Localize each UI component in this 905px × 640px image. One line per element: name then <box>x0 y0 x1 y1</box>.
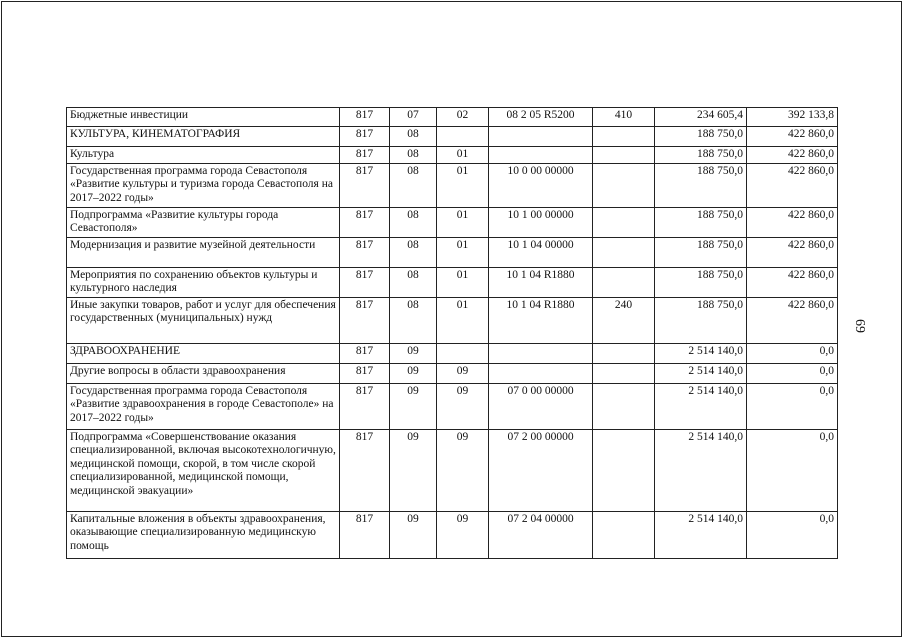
amount-year-1: 188 750,0 <box>655 147 747 164</box>
table-row <box>67 297 838 343</box>
row-name: Государственная программа города Севастополя «Развитие здравоохранения в городе Севастополе» на 2017–2022 годы» <box>67 383 340 429</box>
amount-year-2: 392 133,8 <box>747 108 838 127</box>
row-name: КУЛЬТУРА, КИНЕМАТОГРАФИЯ <box>67 127 340 147</box>
row-name: Капитальные вложения в объекты здравоохранения, оказывающие специализированную медицинскую помощь <box>67 511 340 558</box>
subsection-code: 01 <box>437 147 489 164</box>
expense-type-code <box>593 163 655 207</box>
amount-year-1: 2 514 140,0 <box>655 429 747 511</box>
amount-year-2: 422 860,0 <box>747 207 838 237</box>
expense-type-code <box>593 511 655 558</box>
target-article-code: 10 1 00 00000 <box>489 207 593 237</box>
section-code: 08 <box>390 267 437 297</box>
subsection-code: 09 <box>437 383 489 429</box>
target-article-code <box>489 127 593 147</box>
amount-year-1: 2 514 140,0 <box>655 383 747 429</box>
expense-type-code <box>593 237 655 267</box>
table-row <box>67 163 838 207</box>
target-article-code: 10 1 04 R1880 <box>489 297 593 343</box>
target-article-code <box>489 343 593 363</box>
amount-year-1: 234 605,4 <box>655 108 747 127</box>
target-article-code: 10 0 00 00000 <box>489 163 593 207</box>
row-name: Мероприятия по сохранению объектов культуры и культурного наследия <box>67 267 340 297</box>
subsection-code: 01 <box>437 297 489 343</box>
subsection-code: 09 <box>437 429 489 511</box>
row-name: ЗДРАВООХРАНЕНИЕ <box>67 343 340 363</box>
target-article-code: 10 1 04 R1880 <box>489 267 593 297</box>
section-code: 09 <box>390 383 437 429</box>
table-row <box>67 343 838 363</box>
dept-code: 817 <box>340 108 390 127</box>
dept-code: 817 <box>340 429 390 511</box>
subsection-code: 09 <box>437 511 489 558</box>
row-name: Подпрограмма «Совершенствование оказания специализированной, включая высокотехнологичную, медицинской помощи, скорой, в том числе скорой специализированной, медицинской помощи, медицинской эвакуации» <box>67 429 340 511</box>
subsection-code: 01 <box>437 207 489 237</box>
expense-type-code <box>593 383 655 429</box>
amount-year-2: 422 860,0 <box>747 127 838 147</box>
table-row <box>67 383 838 429</box>
table-row <box>67 237 838 267</box>
target-article-code <box>489 147 593 164</box>
amount-year-2: 0,0 <box>747 429 838 511</box>
target-article-code <box>489 363 593 383</box>
target-article-code: 08 2 05 R5200 <box>489 108 593 127</box>
amount-year-1: 188 750,0 <box>655 237 747 267</box>
table-row <box>67 429 838 511</box>
amount-year-1: 188 750,0 <box>655 297 747 343</box>
section-code: 08 <box>390 127 437 147</box>
amount-year-1: 188 750,0 <box>655 163 747 207</box>
amount-year-2: 0,0 <box>747 511 838 558</box>
section-code: 08 <box>390 163 437 207</box>
row-name: Государственная программа города Севастополя «Развитие культуры и туризма города Севастополя на 2017–2022 годы» <box>67 163 340 207</box>
amount-year-2: 422 860,0 <box>747 237 838 267</box>
amount-year-1: 188 750,0 <box>655 127 747 147</box>
dept-code: 817 <box>340 163 390 207</box>
amount-year-2: 422 860,0 <box>747 297 838 343</box>
section-code: 08 <box>390 147 437 164</box>
subsection-code <box>437 343 489 363</box>
table-row <box>67 147 838 164</box>
row-name: Модернизация и развитие музейной деятельности <box>67 237 340 267</box>
dept-code: 817 <box>340 147 390 164</box>
section-code: 09 <box>390 363 437 383</box>
table-row <box>67 207 838 237</box>
subsection-code: 01 <box>437 237 489 267</box>
expense-type-code: 410 <box>593 108 655 127</box>
expense-type-code <box>593 363 655 383</box>
section-code: 08 <box>390 207 437 237</box>
row-name: Культура <box>67 147 340 164</box>
row-name: Подпрограмма «Развитие культуры города Севастополя» <box>67 207 340 237</box>
dept-code: 817 <box>340 207 390 237</box>
expense-type-code <box>593 429 655 511</box>
amount-year-2: 422 860,0 <box>747 147 838 164</box>
section-code: 09 <box>390 511 437 558</box>
amount-year-2: 422 860,0 <box>747 267 838 297</box>
dept-code: 817 <box>340 343 390 363</box>
budget-table <box>66 107 838 559</box>
expense-type-code <box>593 207 655 237</box>
row-name: Другие вопросы в области здравоохранения <box>67 363 340 383</box>
table-row <box>67 363 838 383</box>
dept-code: 817 <box>340 127 390 147</box>
section-code: 08 <box>390 237 437 267</box>
dept-code: 817 <box>340 297 390 343</box>
section-code: 09 <box>390 429 437 511</box>
section-code: 07 <box>390 108 437 127</box>
amount-year-2: 0,0 <box>747 343 838 363</box>
dept-code: 817 <box>340 267 390 297</box>
target-article-code: 07 2 04 00000 <box>489 511 593 558</box>
expense-type-code <box>593 127 655 147</box>
subsection-code: 02 <box>437 108 489 127</box>
dept-code: 817 <box>340 237 390 267</box>
table-row <box>67 511 838 558</box>
subsection-code <box>437 127 489 147</box>
amount-year-1: 188 750,0 <box>655 267 747 297</box>
page-number: 69 <box>852 319 867 333</box>
section-code: 08 <box>390 297 437 343</box>
dept-code: 817 <box>340 511 390 558</box>
expense-type-code: 240 <box>593 297 655 343</box>
table-row <box>67 267 838 297</box>
target-article-code: 07 0 00 00000 <box>489 383 593 429</box>
amount-year-2: 0,0 <box>747 383 838 429</box>
row-name: Иные закупки товаров, работ и услуг для обеспечения государственных (муниципальных) нужд <box>67 297 340 343</box>
target-article-code: 07 2 00 00000 <box>489 429 593 511</box>
amount-year-1: 2 514 140,0 <box>655 343 747 363</box>
dept-code: 817 <box>340 363 390 383</box>
table-row <box>67 127 838 147</box>
row-name: Бюджетные инвестиции <box>67 108 340 127</box>
section-code: 09 <box>390 343 437 363</box>
amount-year-1: 188 750,0 <box>655 207 747 237</box>
amount-year-2: 0,0 <box>747 363 838 383</box>
expense-type-code <box>593 343 655 363</box>
expense-type-code <box>593 267 655 297</box>
table-row <box>67 108 838 127</box>
dept-code: 817 <box>340 383 390 429</box>
amount-year-1: 2 514 140,0 <box>655 363 747 383</box>
subsection-code: 09 <box>437 363 489 383</box>
amount-year-2: 422 860,0 <box>747 163 838 207</box>
target-article-code: 10 1 04 00000 <box>489 237 593 267</box>
expense-type-code <box>593 147 655 164</box>
subsection-code: 01 <box>437 163 489 207</box>
amount-year-1: 2 514 140,0 <box>655 511 747 558</box>
subsection-code: 01 <box>437 267 489 297</box>
